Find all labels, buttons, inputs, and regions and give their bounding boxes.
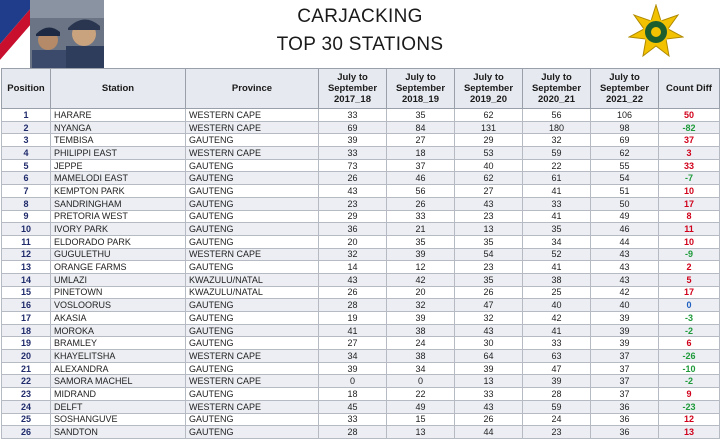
header-count-diff: Count Diff xyxy=(659,69,720,109)
province-cell: WESTERN CAPE xyxy=(186,109,319,122)
header-line: July to xyxy=(541,72,572,83)
value-2019-20-cell: 13 xyxy=(455,223,523,236)
value-2021-22-cell: 36 xyxy=(591,426,659,439)
value-2018-19-cell: 24 xyxy=(387,337,455,350)
position-cell: 5 xyxy=(2,159,51,172)
page-title: CARJACKING xyxy=(297,6,423,27)
value-2018-19-cell: 15 xyxy=(387,413,455,426)
value-2019-20-cell: 30 xyxy=(455,337,523,350)
value-2019-20-cell: 32 xyxy=(455,312,523,325)
value-2017-18-cell: 39 xyxy=(319,362,387,375)
value-2018-19-cell: 12 xyxy=(387,261,455,274)
value-2017-18-cell: 14 xyxy=(319,261,387,274)
value-2019-20-cell: 64 xyxy=(455,350,523,363)
count-diff-cell: -2 xyxy=(659,324,720,337)
value-2020-21-cell: 59 xyxy=(523,147,591,160)
count-diff-cell: 8 xyxy=(659,210,720,223)
value-2019-20-cell: 53 xyxy=(455,147,523,160)
count-diff-cell: -3 xyxy=(659,312,720,325)
stations-table xyxy=(1,68,720,439)
value-2017-18-cell: 33 xyxy=(319,413,387,426)
value-2018-19-cell: 37 xyxy=(387,159,455,172)
header-station: Station xyxy=(51,69,186,109)
value-2021-22-cell: 42 xyxy=(591,286,659,299)
header-line: 2018_19 xyxy=(402,94,439,105)
table-row xyxy=(2,261,720,274)
header-line: July to xyxy=(609,72,640,83)
value-2020-21-cell: 25 xyxy=(523,286,591,299)
value-2020-21-cell: 41 xyxy=(523,185,591,198)
value-2018-19-cell: 32 xyxy=(387,299,455,312)
value-2021-22-cell: 37 xyxy=(591,350,659,363)
table-row xyxy=(2,413,720,426)
value-2017-18-cell: 23 xyxy=(319,197,387,210)
station-cell: MOROKA xyxy=(51,324,186,337)
value-2021-22-cell: 69 xyxy=(591,134,659,147)
value-2021-22-cell: 43 xyxy=(591,273,659,286)
province-cell: GAUTENG xyxy=(186,324,319,337)
position-cell: 4 xyxy=(2,147,51,160)
count-diff-cell: 10 xyxy=(659,235,720,248)
value-2021-22-cell: 37 xyxy=(591,375,659,388)
province-cell: GAUTENG xyxy=(186,312,319,325)
table-row xyxy=(2,248,720,261)
header-period-2019-20 xyxy=(455,69,523,109)
value-2020-21-cell: 39 xyxy=(523,375,591,388)
position-cell: 10 xyxy=(2,223,51,236)
position-cell: 19 xyxy=(2,337,51,350)
value-2020-21-cell: 33 xyxy=(523,197,591,210)
province-cell: KWAZULU/NATAL xyxy=(186,273,319,286)
value-2020-21-cell: 24 xyxy=(523,413,591,426)
province-cell: GAUTENG xyxy=(186,172,319,185)
value-2020-21-cell: 28 xyxy=(523,388,591,401)
position-cell: 11 xyxy=(2,235,51,248)
position-cell: 9 xyxy=(2,210,51,223)
position-cell: 15 xyxy=(2,286,51,299)
station-cell: AKASIA xyxy=(51,312,186,325)
value-2020-21-cell: 63 xyxy=(523,350,591,363)
station-cell: VOSLOORUS xyxy=(51,299,186,312)
count-diff-cell: 3 xyxy=(659,147,720,160)
value-2019-20-cell: 62 xyxy=(455,109,523,122)
station-cell: MAMELODI EAST xyxy=(51,172,186,185)
position-cell: 24 xyxy=(2,400,51,413)
value-2017-18-cell: 0 xyxy=(319,375,387,388)
station-cell: SOSHANGUVE xyxy=(51,413,186,426)
station-cell: JEPPE xyxy=(51,159,186,172)
value-2018-19-cell: 26 xyxy=(387,197,455,210)
station-cell: PHILIPPI EAST xyxy=(51,147,186,160)
station-cell: TEMBISA xyxy=(51,134,186,147)
value-2018-19-cell: 38 xyxy=(387,324,455,337)
count-diff-cell: 12 xyxy=(659,413,720,426)
header-line: July to xyxy=(337,72,368,83)
value-2020-21-cell: 41 xyxy=(523,210,591,223)
value-2019-20-cell: 40 xyxy=(455,159,523,172)
station-cell: HARARE xyxy=(51,109,186,122)
value-2018-19-cell: 0 xyxy=(387,375,455,388)
value-2018-19-cell: 38 xyxy=(387,350,455,363)
value-2018-19-cell: 46 xyxy=(387,172,455,185)
position-cell: 3 xyxy=(2,134,51,147)
value-2019-20-cell: 131 xyxy=(455,121,523,134)
value-2019-20-cell: 26 xyxy=(455,286,523,299)
table-row xyxy=(2,197,720,210)
header-province: Province xyxy=(186,69,319,109)
value-2018-19-cell: 56 xyxy=(387,185,455,198)
province-cell: GAUTENG xyxy=(186,134,319,147)
header-line: September xyxy=(463,83,514,94)
position-cell: 21 xyxy=(2,362,51,375)
value-2019-20-cell: 33 xyxy=(455,388,523,401)
value-2018-19-cell: 42 xyxy=(387,273,455,286)
value-2021-22-cell: 37 xyxy=(591,388,659,401)
value-2019-20-cell: 62 xyxy=(455,172,523,185)
value-2020-21-cell: 23 xyxy=(523,426,591,439)
count-diff-cell: 5 xyxy=(659,273,720,286)
station-cell: ORANGE FARMS xyxy=(51,261,186,274)
value-2019-20-cell: 44 xyxy=(455,426,523,439)
value-2017-18-cell: 45 xyxy=(319,400,387,413)
position-cell: 16 xyxy=(2,299,51,312)
province-cell: GAUTENG xyxy=(186,197,319,210)
value-2017-18-cell: 36 xyxy=(319,223,387,236)
province-cell: GAUTENG xyxy=(186,223,319,236)
value-2019-20-cell: 54 xyxy=(455,248,523,261)
value-2017-18-cell: 28 xyxy=(319,426,387,439)
province-cell: GAUTENG xyxy=(186,159,319,172)
value-2020-21-cell: 47 xyxy=(523,362,591,375)
count-diff-cell: 10 xyxy=(659,185,720,198)
value-2021-22-cell: 46 xyxy=(591,223,659,236)
table-row xyxy=(2,147,720,160)
count-diff-cell: 11 xyxy=(659,223,720,236)
value-2019-20-cell: 43 xyxy=(455,400,523,413)
position-cell: 2 xyxy=(2,121,51,134)
province-cell: GAUTENG xyxy=(186,185,319,198)
header-period-2021-22 xyxy=(591,69,659,109)
value-2017-18-cell: 19 xyxy=(319,312,387,325)
value-2020-21-cell: 61 xyxy=(523,172,591,185)
province-cell: GAUTENG xyxy=(186,235,319,248)
header-line: 2021_22 xyxy=(606,94,643,105)
value-2017-18-cell: 39 xyxy=(319,134,387,147)
value-2021-22-cell: 55 xyxy=(591,159,659,172)
count-diff-cell: 17 xyxy=(659,286,720,299)
station-cell: ALEXANDRA xyxy=(51,362,186,375)
value-2018-19-cell: 13 xyxy=(387,426,455,439)
station-cell: GUGULETHU xyxy=(51,248,186,261)
value-2021-22-cell: 49 xyxy=(591,210,659,223)
value-2018-19-cell: 20 xyxy=(387,286,455,299)
station-cell: IVORY PARK xyxy=(51,223,186,236)
station-cell: PINETOWN xyxy=(51,286,186,299)
province-cell: GAUTENG xyxy=(186,426,319,439)
position-cell: 18 xyxy=(2,324,51,337)
header-line: 2020_21 xyxy=(538,94,575,105)
header-line: July to xyxy=(473,72,504,83)
table-row xyxy=(2,172,720,185)
table-row xyxy=(2,121,720,134)
count-diff-cell: 17 xyxy=(659,197,720,210)
value-2019-20-cell: 27 xyxy=(455,185,523,198)
table-header-row xyxy=(2,69,720,109)
value-2020-21-cell: 22 xyxy=(523,159,591,172)
header-line: 2019_20 xyxy=(470,94,507,105)
table-row xyxy=(2,286,720,299)
value-2021-22-cell: 39 xyxy=(591,324,659,337)
count-diff-cell: -10 xyxy=(659,362,720,375)
count-diff-cell: -2 xyxy=(659,375,720,388)
table-row xyxy=(2,185,720,198)
station-cell: DELFT xyxy=(51,400,186,413)
header-line: September xyxy=(395,83,446,94)
table-row xyxy=(2,210,720,223)
table-row xyxy=(2,109,720,122)
table-row xyxy=(2,388,720,401)
value-2017-18-cell: 34 xyxy=(319,350,387,363)
table-row xyxy=(2,273,720,286)
value-2019-20-cell: 43 xyxy=(455,324,523,337)
position-cell: 8 xyxy=(2,197,51,210)
value-2021-22-cell: 37 xyxy=(591,362,659,375)
province-cell: WESTERN CAPE xyxy=(186,375,319,388)
value-2018-19-cell: 18 xyxy=(387,147,455,160)
position-cell: 17 xyxy=(2,312,51,325)
value-2019-20-cell: 23 xyxy=(455,261,523,274)
value-2020-21-cell: 42 xyxy=(523,312,591,325)
value-2018-19-cell: 33 xyxy=(387,210,455,223)
table-row xyxy=(2,362,720,375)
province-cell: WESTERN CAPE xyxy=(186,400,319,413)
value-2021-22-cell: 44 xyxy=(591,235,659,248)
table-row xyxy=(2,375,720,388)
value-2019-20-cell: 43 xyxy=(455,197,523,210)
value-2017-18-cell: 43 xyxy=(319,273,387,286)
value-2017-18-cell: 26 xyxy=(319,286,387,299)
value-2021-22-cell: 39 xyxy=(591,337,659,350)
value-2017-18-cell: 18 xyxy=(319,388,387,401)
value-2021-22-cell: 54 xyxy=(591,172,659,185)
station-cell: SAMORA MACHEL xyxy=(51,375,186,388)
province-cell: WESTERN CAPE xyxy=(186,147,319,160)
value-2017-18-cell: 43 xyxy=(319,185,387,198)
value-2017-18-cell: 26 xyxy=(319,172,387,185)
province-cell: WESTERN CAPE xyxy=(186,121,319,134)
value-2020-21-cell: 35 xyxy=(523,223,591,236)
table-row xyxy=(2,134,720,147)
position-cell: 22 xyxy=(2,375,51,388)
position-cell: 1 xyxy=(2,109,51,122)
value-2019-20-cell: 13 xyxy=(455,375,523,388)
station-cell: ELDORADO PARK xyxy=(51,235,186,248)
header-line: September xyxy=(599,83,650,94)
header-line: July to xyxy=(405,72,436,83)
count-diff-cell: 50 xyxy=(659,109,720,122)
station-cell: PRETORIA WEST xyxy=(51,210,186,223)
station-cell: UMLAZI xyxy=(51,273,186,286)
table-row xyxy=(2,312,720,325)
province-cell: GAUTENG xyxy=(186,210,319,223)
value-2020-21-cell: 59 xyxy=(523,400,591,413)
province-cell: GAUTENG xyxy=(186,388,319,401)
province-cell: GAUTENG xyxy=(186,299,319,312)
value-2018-19-cell: 35 xyxy=(387,235,455,248)
value-2017-18-cell: 69 xyxy=(319,121,387,134)
value-2021-22-cell: 62 xyxy=(591,147,659,160)
value-2021-22-cell: 51 xyxy=(591,185,659,198)
station-cell: SANDRINGHAM xyxy=(51,197,186,210)
value-2021-22-cell: 39 xyxy=(591,312,659,325)
value-2017-18-cell: 28 xyxy=(319,299,387,312)
count-diff-cell: 37 xyxy=(659,134,720,147)
value-2020-21-cell: 52 xyxy=(523,248,591,261)
value-2019-20-cell: 35 xyxy=(455,273,523,286)
position-cell: 20 xyxy=(2,350,51,363)
table-row xyxy=(2,223,720,236)
position-cell: 14 xyxy=(2,273,51,286)
table-row xyxy=(2,299,720,312)
header-position: Position xyxy=(2,69,51,109)
station-cell: MIDRAND xyxy=(51,388,186,401)
value-2021-22-cell: 40 xyxy=(591,299,659,312)
count-diff-cell: -7 xyxy=(659,172,720,185)
station-cell: BRAMLEY xyxy=(51,337,186,350)
value-2020-21-cell: 33 xyxy=(523,337,591,350)
province-cell: KWAZULU/NATAL xyxy=(186,286,319,299)
value-2018-19-cell: 22 xyxy=(387,388,455,401)
value-2018-19-cell: 39 xyxy=(387,248,455,261)
table-row xyxy=(2,350,720,363)
value-2020-21-cell: 180 xyxy=(523,121,591,134)
position-cell: 13 xyxy=(2,261,51,274)
station-cell: SANDTON xyxy=(51,426,186,439)
value-2019-20-cell: 26 xyxy=(455,413,523,426)
count-diff-cell: 0 xyxy=(659,299,720,312)
header-line: September xyxy=(327,83,378,94)
value-2017-18-cell: 29 xyxy=(319,210,387,223)
value-2021-22-cell: 36 xyxy=(591,413,659,426)
value-2020-21-cell: 40 xyxy=(523,299,591,312)
station-cell: NYANGA xyxy=(51,121,186,134)
value-2021-22-cell: 50 xyxy=(591,197,659,210)
table-row xyxy=(2,235,720,248)
header-line: September xyxy=(531,83,582,94)
header-period-2017-18 xyxy=(319,69,387,109)
value-2017-18-cell: 33 xyxy=(319,147,387,160)
count-diff-cell: -82 xyxy=(659,121,720,134)
province-cell: WESTERN CAPE xyxy=(186,350,319,363)
count-diff-cell: 6 xyxy=(659,337,720,350)
table-row xyxy=(2,400,720,413)
position-cell: 23 xyxy=(2,388,51,401)
value-2017-18-cell: 41 xyxy=(319,324,387,337)
value-2017-18-cell: 33 xyxy=(319,109,387,122)
value-2020-21-cell: 41 xyxy=(523,324,591,337)
value-2018-19-cell: 84 xyxy=(387,121,455,134)
value-2019-20-cell: 35 xyxy=(455,235,523,248)
station-cell: KEMPTON PARK xyxy=(51,185,186,198)
position-cell: 12 xyxy=(2,248,51,261)
page-subtitle: TOP 30 STATIONS xyxy=(276,34,444,55)
position-cell: 6 xyxy=(2,172,51,185)
value-2018-19-cell: 35 xyxy=(387,109,455,122)
value-2017-18-cell: 20 xyxy=(319,235,387,248)
value-2018-19-cell: 21 xyxy=(387,223,455,236)
value-2018-19-cell: 34 xyxy=(387,362,455,375)
value-2017-18-cell: 32 xyxy=(319,248,387,261)
count-diff-cell: -23 xyxy=(659,400,720,413)
header-period-2020-21 xyxy=(523,69,591,109)
table-row xyxy=(2,426,720,439)
value-2018-19-cell: 49 xyxy=(387,400,455,413)
table-row xyxy=(2,324,720,337)
station-cell: KHAYELITSHA xyxy=(51,350,186,363)
value-2018-19-cell: 39 xyxy=(387,312,455,325)
value-2019-20-cell: 39 xyxy=(455,362,523,375)
value-2021-22-cell: 36 xyxy=(591,400,659,413)
value-2020-21-cell: 38 xyxy=(523,273,591,286)
value-2019-20-cell: 29 xyxy=(455,134,523,147)
count-diff-cell: 2 xyxy=(659,261,720,274)
value-2017-18-cell: 73 xyxy=(319,159,387,172)
value-2020-21-cell: 32 xyxy=(523,134,591,147)
value-2021-22-cell: 98 xyxy=(591,121,659,134)
table-row xyxy=(2,159,720,172)
count-diff-cell: -26 xyxy=(659,350,720,363)
header-period-2018-19 xyxy=(387,69,455,109)
province-cell: GAUTENG xyxy=(186,362,319,375)
header-line: 2017_18 xyxy=(334,94,371,105)
table-row xyxy=(2,337,720,350)
count-diff-cell: -9 xyxy=(659,248,720,261)
value-2020-21-cell: 41 xyxy=(523,261,591,274)
position-cell: 7 xyxy=(2,185,51,198)
value-2021-22-cell: 43 xyxy=(591,248,659,261)
count-diff-cell: 33 xyxy=(659,159,720,172)
value-2020-21-cell: 56 xyxy=(523,109,591,122)
value-2021-22-cell: 43 xyxy=(591,261,659,274)
province-cell: GAUTENG xyxy=(186,261,319,274)
value-2019-20-cell: 47 xyxy=(455,299,523,312)
province-cell: GAUTENG xyxy=(186,337,319,350)
count-diff-cell: 13 xyxy=(659,426,720,439)
value-2020-21-cell: 34 xyxy=(523,235,591,248)
position-cell: 25 xyxy=(2,413,51,426)
province-cell: WESTERN CAPE xyxy=(186,248,319,261)
count-diff-cell: 9 xyxy=(659,388,720,401)
value-2019-20-cell: 23 xyxy=(455,210,523,223)
value-2018-19-cell: 27 xyxy=(387,134,455,147)
province-cell: GAUTENG xyxy=(186,413,319,426)
position-cell: 26 xyxy=(2,426,51,439)
value-2021-22-cell: 106 xyxy=(591,109,659,122)
value-2017-18-cell: 27 xyxy=(319,337,387,350)
